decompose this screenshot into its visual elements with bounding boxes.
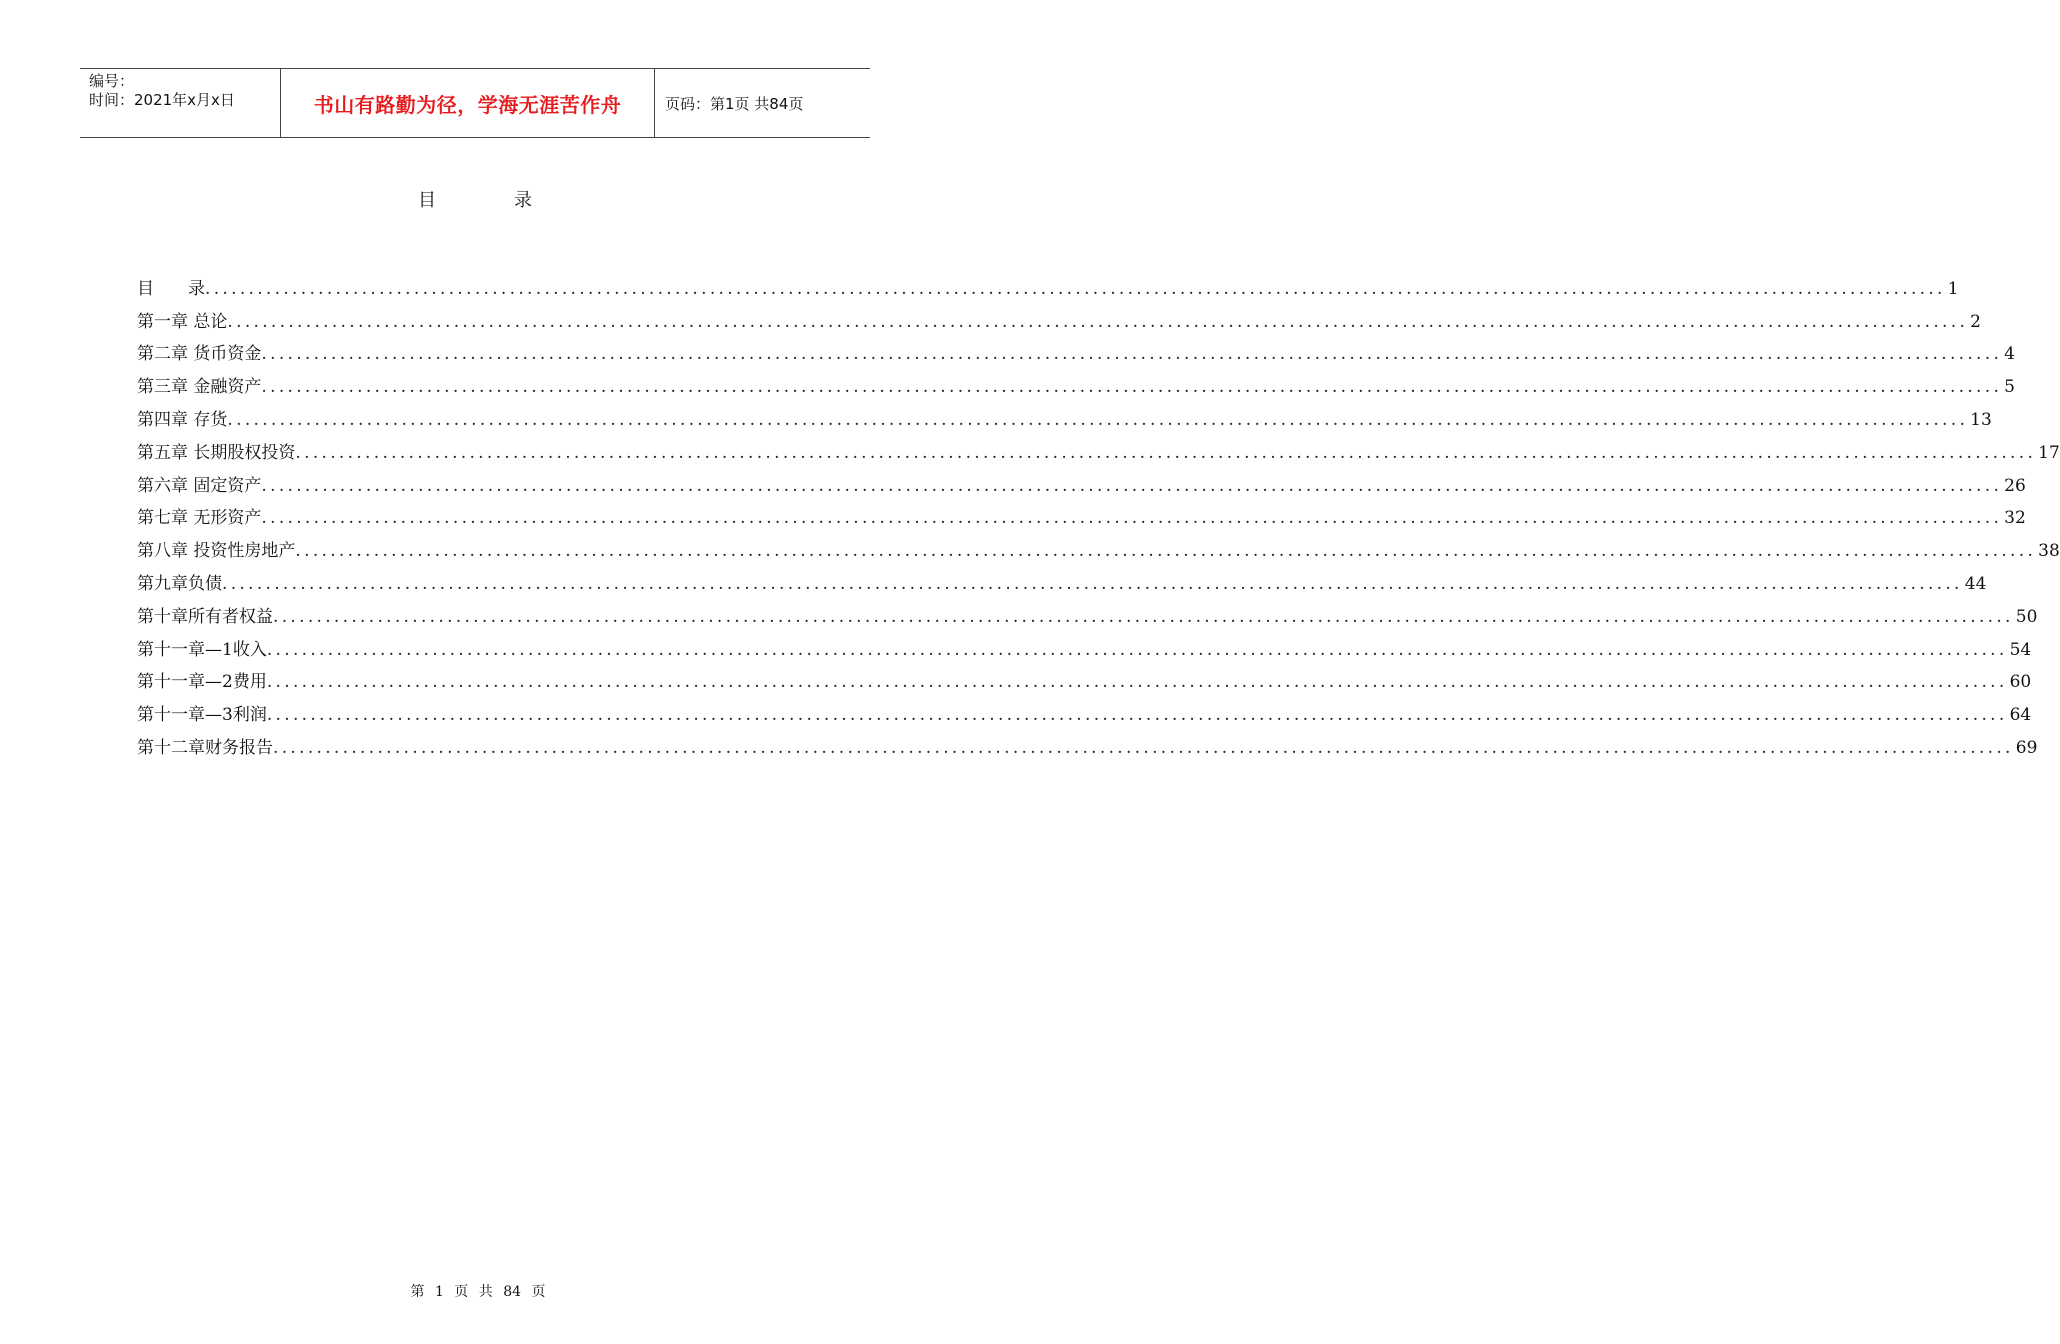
- toc-leader-dots: ........................................................................................................................................................................................................: [295, 541, 2037, 562]
- toc-entry-label: 第十二章财务报告: [137, 737, 273, 758]
- toc-leader-dots: ........................................................................................................................................................................................................: [273, 737, 2014, 758]
- toc-entry-label: 目 录: [137, 278, 205, 299]
- toc-entry[interactable]: [137, 299, 1981, 332]
- toc-entry-page: 50: [2015, 606, 2038, 627]
- toc-entry[interactable]: [137, 528, 2060, 562]
- toc-leader-dots: ........................................................................................................................................................................................................: [266, 639, 2008, 660]
- toc-entry[interactable]: [137, 725, 2038, 758]
- toc-leader-dots: ........................................................................................................................................................................................................: [227, 311, 1969, 332]
- toc-entry-label: 第十一章—1收入: [137, 639, 267, 660]
- toc-entry-label: 第十章所有者权益: [137, 606, 273, 627]
- toc-entry[interactable]: [137, 364, 2015, 398]
- toc-entry-label: 第四章 存货: [137, 409, 228, 430]
- toc-leader-dots: ........................................................................................................................................................................................................: [205, 278, 1946, 299]
- toc-leader-dots: ........................................................................................................................................................................................................: [222, 573, 1963, 594]
- toc-entry-page: 38: [2038, 541, 2060, 562]
- toc-entry-label: 第十一章—3利润: [137, 705, 267, 726]
- toc-entry-page: 4: [2004, 344, 2015, 365]
- toc-leader-dots: ........................................................................................................................................................................................................: [295, 442, 2037, 463]
- toc-entry-page: 54: [2009, 639, 2032, 660]
- toc-entry-page: 32: [2004, 508, 2026, 529]
- toc-leader-dots: ........................................................................................................................................................................................................: [261, 475, 2003, 496]
- toc-entry[interactable]: [137, 627, 2032, 660]
- toc-entry-page: 60: [2009, 672, 2032, 693]
- toc-entry-label: 第九章负债: [137, 573, 222, 594]
- toc-leader-dots: ........................................................................................................................................................................................................: [266, 672, 2008, 693]
- toc-entry-label: 第三章 金融资产: [137, 377, 262, 398]
- toc-entry[interactable]: [137, 463, 2026, 496]
- toc-leader-dots: ........................................................................................................................................................................................................: [266, 705, 2008, 726]
- document-number-label: 编号：: [89, 72, 135, 90]
- page-footer: 第 1 页 共 84 页: [410, 1284, 546, 1300]
- toc-leader-dots: ........................................................................................................................................................................................................: [273, 606, 2014, 627]
- toc-entry-label: 第五章 长期股权投资: [137, 442, 296, 463]
- toc-leader-dots: ........................................................................................................................................................................................................: [261, 508, 2003, 529]
- toc-entry[interactable]: [137, 397, 1992, 430]
- toc-entry[interactable]: [137, 692, 2032, 726]
- toc-entry-page: 13: [1970, 409, 1992, 430]
- toc-entry-label: 第一章 总论: [137, 311, 228, 332]
- toc-entry-page: 64: [2009, 705, 2032, 726]
- table-of-contents: [137, 266, 2060, 758]
- toc-entry-page: 69: [2015, 737, 2038, 758]
- toc-entry-label: 第二章 货币资金: [137, 344, 262, 365]
- toc-entry[interactable]: [137, 561, 1987, 594]
- toc-entry-page: 2: [1970, 311, 1981, 332]
- toc-entry-page: 26: [2004, 475, 2026, 496]
- toc-entry-page: 1: [1947, 278, 1959, 299]
- page-header: [80, 68, 870, 138]
- toc-entry-label: 第七章 无形资产: [137, 508, 262, 529]
- toc-leader-dots: ........................................................................................................................................................................................................: [261, 344, 2003, 365]
- toc-entry-label: 第六章 固定资产: [137, 475, 262, 496]
- toc-entry-page: 5: [2004, 377, 2015, 398]
- toc-leader-dots: ........................................................................................................................................................................................................: [261, 377, 2003, 398]
- toc-title: 目 录: [418, 190, 562, 211]
- toc-entry-label: 第八章 投资性房地产: [137, 541, 296, 562]
- toc-entry[interactable]: [137, 332, 2015, 365]
- toc-entry[interactable]: [137, 594, 2038, 627]
- header-page-code: 页码：第1页 共84页: [665, 94, 804, 113]
- document-date: 时间：2021年x月x日: [89, 91, 235, 109]
- toc-entry[interactable]: [137, 660, 2032, 693]
- header-motto: 书山有路勤为径，学海无涯苦作舟: [281, 69, 655, 137]
- toc-entry-page: 44: [1964, 573, 1987, 594]
- toc-entry[interactable]: [137, 430, 2060, 463]
- toc-entry[interactable]: [137, 496, 2026, 529]
- toc-leader-dots: ........................................................................................................................................................................................................: [227, 409, 1969, 430]
- toc-entry-page: 17: [2038, 442, 2060, 463]
- toc-entry-label: 第十一章—2费用: [137, 672, 267, 693]
- header-info: [80, 69, 281, 137]
- toc-entry[interactable]: [137, 266, 1959, 299]
